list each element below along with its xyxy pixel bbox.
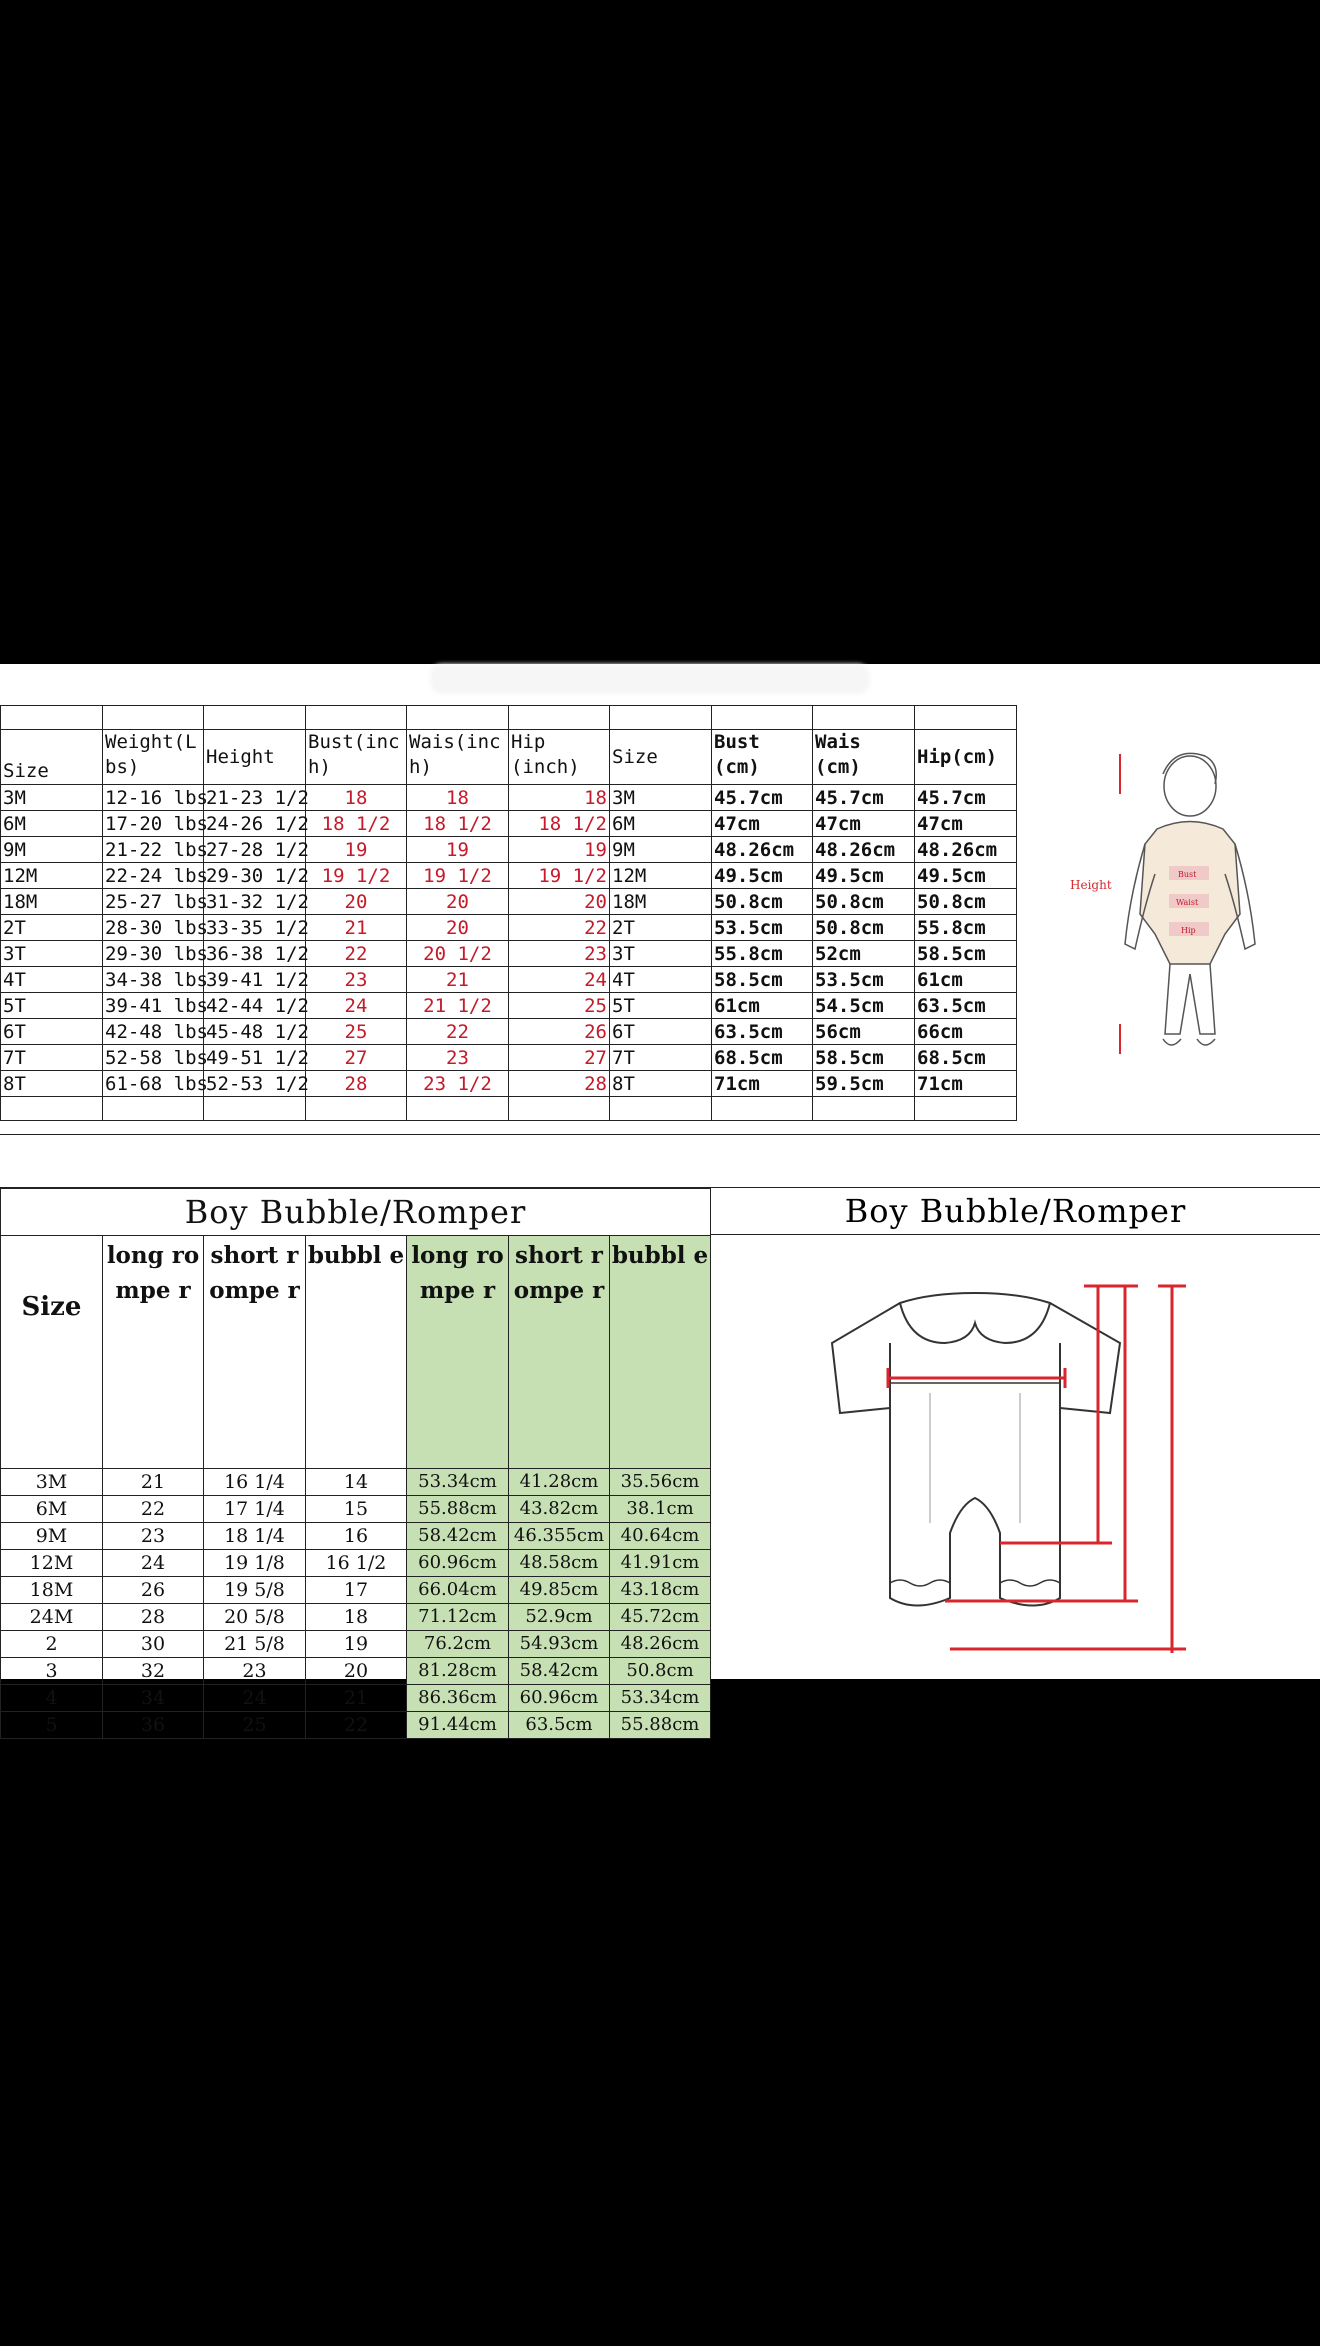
header-size: Size — [1, 1236, 103, 1469]
cell-waist-cm: 52cm — [813, 941, 915, 967]
cell-hip-cm: 49.5cm — [915, 863, 1017, 889]
header-short-romper-inch: short rompe r — [204, 1236, 306, 1469]
cell-bubble-cm: 35.56cm — [610, 1469, 711, 1496]
cell-long-romper-cm: 81.28cm — [407, 1658, 509, 1685]
cell-height: 29-30 1/2 — [204, 863, 306, 889]
cell-height: 27-28 1/2 — [204, 837, 306, 863]
cell-hip-cm: 48.26cm — [915, 837, 1017, 863]
cell-height: 42-44 1/2 — [204, 993, 306, 1019]
cell-weight: 29-30 lbs — [103, 941, 204, 967]
table-row — [1, 1685, 711, 1712]
cell-hip-inch: 19 1/2 — [509, 863, 610, 889]
child-left-leg — [1165, 964, 1190, 1034]
cell-size-cm: 3M — [610, 785, 712, 811]
cell-hip-inch: 19 — [509, 837, 610, 863]
table-row — [1, 1496, 711, 1523]
cell-bust-inch: 28 — [306, 1071, 407, 1097]
blank-cell — [407, 1097, 509, 1121]
size-chart-sheet — [0, 664, 1320, 1736]
cell-hip-inch: 26 — [509, 1019, 610, 1045]
cell-short-romper-inch: 17 1/4 — [204, 1496, 306, 1523]
cell-bust-inch: 19 — [306, 837, 407, 863]
table-row — [1, 941, 1017, 967]
cell-hip-cm: 71cm — [915, 1071, 1017, 1097]
cell-waist-inch: 20 — [407, 889, 509, 915]
cell-bust-inch: 23 — [306, 967, 407, 993]
cell-bubble-inch: 16 — [306, 1523, 407, 1550]
blank-cell — [204, 706, 306, 730]
cell-hip-cm: 58.5cm — [915, 941, 1017, 967]
header-hip-inch: Hip (inch) — [509, 730, 610, 785]
cell-short-romper-inch: 20 5/8 — [204, 1604, 306, 1631]
table-row — [1, 1469, 711, 1496]
bubble-romper-table — [0, 1188, 711, 1739]
cell-waist-cm: 54.5cm — [813, 993, 915, 1019]
cell-bubble-cm: 38.1cm — [610, 1496, 711, 1523]
cell-hip-cm: 61cm — [915, 967, 1017, 993]
cell-size: 12M — [1, 863, 103, 889]
cell-weight: 25-27 lbs — [103, 889, 204, 915]
cell-waist-cm: 58.5cm — [813, 1045, 915, 1071]
cell-bust-cm: 50.8cm — [712, 889, 813, 915]
cell-size: 9M — [1, 837, 103, 863]
cell-size: 2T — [1, 915, 103, 941]
cell-weight: 39-41 lbs — [103, 993, 204, 1019]
cell-bust-cm: 47cm — [712, 811, 813, 837]
cell-bubble-inch: 19 — [306, 1631, 407, 1658]
cell-bubble-cm: 48.26cm — [610, 1631, 711, 1658]
cell-hip-inch: 18 1/2 — [509, 811, 610, 837]
cell-bust-inch: 27 — [306, 1045, 407, 1071]
cell-hip-inch: 25 — [509, 993, 610, 1019]
cell-long-romper-cm: 91.44cm — [407, 1712, 509, 1739]
cell-short-romper-cm: 52.9cm — [509, 1604, 610, 1631]
blank-cell — [306, 1097, 407, 1121]
table-row — [1, 837, 1017, 863]
cell-bust-cm: 71cm — [712, 1071, 813, 1097]
cell-size: 4 — [1, 1685, 103, 1712]
cell-bubble-cm: 50.8cm — [610, 1658, 711, 1685]
cell-size-cm: 8T — [610, 1071, 712, 1097]
cell-long-romper-cm: 86.36cm — [407, 1685, 509, 1712]
cell-long-romper-cm: 53.34cm — [407, 1469, 509, 1496]
blank-cell — [813, 706, 915, 730]
cell-size-cm: 6T — [610, 1019, 712, 1045]
cell-height: 52-53 1/2 — [204, 1071, 306, 1097]
cell-size-cm: 4T — [610, 967, 712, 993]
cell-waist-inch: 23 1/2 — [407, 1071, 509, 1097]
hip-label: Hip — [1181, 926, 1196, 935]
cell-bubble-inch: 18 — [306, 1604, 407, 1631]
cell-waist-cm: 50.8cm — [813, 915, 915, 941]
cell-long-romper-cm: 58.42cm — [407, 1523, 509, 1550]
cell-short-romper-inch: 24 — [204, 1685, 306, 1712]
cell-bust-inch: 25 — [306, 1019, 407, 1045]
romper-header-row — [1, 1236, 711, 1469]
blank-cell — [407, 706, 509, 730]
cell-hip-inch: 28 — [509, 1071, 610, 1097]
table-row — [1, 1071, 1017, 1097]
header-height: Height — [204, 730, 306, 785]
cell-long-romper-inch: 32 — [103, 1658, 204, 1685]
cell-waist-cm: 48.26cm — [813, 837, 915, 863]
cell-waist-inch: 21 — [407, 967, 509, 993]
cell-hip-cm: 55.8cm — [915, 915, 1017, 941]
cell-hip-cm: 68.5cm — [915, 1045, 1017, 1071]
cell-bubble-inch: 17 — [306, 1577, 407, 1604]
cell-short-romper-cm: 60.96cm — [509, 1685, 610, 1712]
cell-short-romper-cm: 54.93cm — [509, 1631, 610, 1658]
cell-short-romper-inch: 23 — [204, 1658, 306, 1685]
cell-height: 49-51 1/2 — [204, 1045, 306, 1071]
cell-short-romper-cm: 63.5cm — [509, 1712, 610, 1739]
cell-size-cm: 6M — [610, 811, 712, 837]
cell-size: 3 — [1, 1658, 103, 1685]
blurred-header-strip — [430, 664, 870, 694]
header-size-cm: Size — [610, 730, 712, 785]
table-row — [1, 1019, 1017, 1045]
cell-size-cm: 5T — [610, 993, 712, 1019]
cell-waist-cm: 45.7cm — [813, 785, 915, 811]
cell-size-cm: 12M — [610, 863, 712, 889]
romper-leg-cuffs — [890, 1580, 1060, 1586]
cell-waist-inch: 18 — [407, 785, 509, 811]
header-long-romper-cm: long rompe r — [407, 1236, 509, 1469]
romper-collar — [900, 1293, 1050, 1343]
cell-size: 3M — [1, 1469, 103, 1496]
cell-bust-inch: 18 1/2 — [306, 811, 407, 837]
cell-long-romper-inch: 21 — [103, 1469, 204, 1496]
cell-waist-inch: 22 — [407, 1019, 509, 1045]
cell-waist-cm: 49.5cm — [813, 863, 915, 889]
cell-waist-cm: 47cm — [813, 811, 915, 837]
cell-waist-inch: 18 1/2 — [407, 811, 509, 837]
romper-measurement-illustration — [820, 1283, 1200, 1653]
cell-hip-cm: 50.8cm — [915, 889, 1017, 915]
cell-long-romper-inch: 24 — [103, 1550, 204, 1577]
cell-hip-inch: 27 — [509, 1045, 610, 1071]
child-bodysuit — [1140, 822, 1240, 965]
cell-waist-inch: 21 1/2 — [407, 993, 509, 1019]
table-row — [1, 1604, 711, 1631]
cell-short-romper-cm: 48.58cm — [509, 1550, 610, 1577]
table-row — [1, 967, 1017, 993]
height-label: Height — [1070, 878, 1112, 892]
cell-hip-cm: 47cm — [915, 811, 1017, 837]
cell-waist-cm: 59.5cm — [813, 1071, 915, 1097]
cell-long-romper-inch: 22 — [103, 1496, 204, 1523]
cell-bubble-inch: 15 — [306, 1496, 407, 1523]
cell-size: 4T — [1, 967, 103, 993]
cell-bust-cm: 58.5cm — [712, 967, 813, 993]
table-row — [1, 1658, 711, 1685]
blank-cell — [103, 706, 204, 730]
waist-label: Waist — [1176, 898, 1199, 907]
table-row — [1, 1577, 711, 1604]
table-row — [1, 993, 1017, 1019]
blank-cell — [306, 706, 407, 730]
cell-height: 31-32 1/2 — [204, 889, 306, 915]
cell-long-romper-inch: 23 — [103, 1523, 204, 1550]
cell-short-romper-inch: 25 — [204, 1712, 306, 1739]
cell-long-romper-inch: 34 — [103, 1685, 204, 1712]
cell-bust-inch: 22 — [306, 941, 407, 967]
cell-bust-cm: 63.5cm — [712, 1019, 813, 1045]
cell-long-romper-cm: 66.04cm — [407, 1577, 509, 1604]
cell-long-romper-inch: 28 — [103, 1604, 204, 1631]
cell-hip-cm: 63.5cm — [915, 993, 1017, 1019]
cell-size: 6T — [1, 1019, 103, 1045]
cell-bust-cm: 53.5cm — [712, 915, 813, 941]
cell-height: 33-35 1/2 — [204, 915, 306, 941]
cell-short-romper-cm: 49.85cm — [509, 1577, 610, 1604]
cell-weight: 12-16 lbs — [103, 785, 204, 811]
cell-short-romper-cm: 41.28cm — [509, 1469, 610, 1496]
cell-waist-inch: 20 — [407, 915, 509, 941]
cell-bubble-inch: 20 — [306, 1658, 407, 1685]
cell-bust-inch: 20 — [306, 889, 407, 915]
cell-weight: 22-24 lbs — [103, 863, 204, 889]
cell-long-romper-cm: 60.96cm — [407, 1550, 509, 1577]
cell-size-cm: 2T — [610, 915, 712, 941]
blank-cell — [610, 706, 712, 730]
blank-cell — [204, 1097, 306, 1121]
cell-hip-inch: 18 — [509, 785, 610, 811]
table-row — [1, 863, 1017, 889]
cell-bubble-cm: 41.91cm — [610, 1550, 711, 1577]
cell-bubble-inch: 14 — [306, 1469, 407, 1496]
blank-cell — [915, 706, 1017, 730]
cell-weight: 21-22 lbs — [103, 837, 204, 863]
cell-hip-inch: 24 — [509, 967, 610, 993]
cell-short-romper-inch: 18 1/4 — [204, 1523, 306, 1550]
cell-size: 5T — [1, 993, 103, 1019]
cell-size-cm: 7T — [610, 1045, 712, 1071]
cell-short-romper-inch: 21 5/8 — [204, 1631, 306, 1658]
cell-size: 3M — [1, 785, 103, 811]
cell-waist-inch: 19 — [407, 837, 509, 863]
cell-bubble-inch: 22 — [306, 1712, 407, 1739]
cell-waist-inch: 19 1/2 — [407, 863, 509, 889]
cell-short-romper-inch: 16 1/4 — [204, 1469, 306, 1496]
cell-long-romper-inch: 36 — [103, 1712, 204, 1739]
cell-bust-inch: 24 — [306, 993, 407, 1019]
cell-bubble-inch: 21 — [306, 1685, 407, 1712]
bust-label: Bust — [1178, 870, 1197, 879]
blank-cell — [813, 1097, 915, 1121]
cell-long-romper-inch: 26 — [103, 1577, 204, 1604]
cell-bubble-cm: 40.64cm — [610, 1523, 711, 1550]
cell-bust-inch: 21 — [306, 915, 407, 941]
cell-short-romper-cm: 46.355cm — [509, 1523, 610, 1550]
cell-size: 9M — [1, 1523, 103, 1550]
blank-cell — [610, 1097, 712, 1121]
table-row — [1, 1550, 711, 1577]
child-hair — [1163, 753, 1216, 784]
cell-size: 18M — [1, 889, 103, 915]
section-divider-row — [0, 1134, 1320, 1188]
table-row — [1, 1712, 711, 1739]
cell-hip-cm: 66cm — [915, 1019, 1017, 1045]
cell-hip-inch: 22 — [509, 915, 610, 941]
cell-bust-cm: 48.26cm — [712, 837, 813, 863]
header-bust-cm: Bust (cm) — [712, 730, 813, 785]
child-head — [1164, 756, 1216, 816]
cell-bust-inch: 18 — [306, 785, 407, 811]
table-row — [1, 1045, 1017, 1071]
cell-bust-cm: 68.5cm — [712, 1045, 813, 1071]
header-bubble-cm: bubbl e — [610, 1236, 711, 1469]
header-weight: Weight(Lbs) — [103, 730, 204, 785]
cell-weight: 42-48 lbs — [103, 1019, 204, 1045]
blank-cell — [712, 1097, 813, 1121]
cell-long-romper-cm: 76.2cm — [407, 1631, 509, 1658]
header-waist-cm: Wais (cm) — [813, 730, 915, 785]
cell-waist-inch: 23 — [407, 1045, 509, 1071]
child-right-leg — [1190, 964, 1215, 1034]
blank-cell — [509, 1097, 610, 1121]
cell-bust-cm: 61cm — [712, 993, 813, 1019]
left-section-title: Boy Bubble/Romper — [1, 1189, 711, 1236]
cell-waist-inch: 20 1/2 — [407, 941, 509, 967]
cell-short-romper-inch: 19 5/8 — [204, 1577, 306, 1604]
cell-size: 7T — [1, 1045, 103, 1071]
cell-short-romper-cm: 43.82cm — [509, 1496, 610, 1523]
cell-long-romper-cm: 55.88cm — [407, 1496, 509, 1523]
cell-bubble-cm: 55.88cm — [610, 1712, 711, 1739]
blank-cell — [915, 1097, 1017, 1121]
cell-bust-cm: 49.5cm — [712, 863, 813, 889]
header-waist-inch: Wais(inch) — [407, 730, 509, 785]
cell-size: 18M — [1, 1577, 103, 1604]
cell-height: 45-48 1/2 — [204, 1019, 306, 1045]
cell-weight: 52-58 lbs — [103, 1045, 204, 1071]
cell-size: 12M — [1, 1550, 103, 1577]
cell-waist-cm: 53.5cm — [813, 967, 915, 993]
header-long-romper-inch: long rompe r — [103, 1236, 204, 1469]
cell-waist-cm: 56cm — [813, 1019, 915, 1045]
right-section-title: Boy Bubble/Romper — [711, 1188, 1320, 1235]
header-size: Size — [1, 730, 103, 785]
blank-cell — [712, 706, 813, 730]
cell-weight: 28-30 lbs — [103, 915, 204, 941]
cell-size: 2 — [1, 1631, 103, 1658]
table-row — [1, 1523, 711, 1550]
size-table-inches-cm — [0, 705, 1017, 1121]
cell-long-romper-inch: 30 — [103, 1631, 204, 1658]
child-measurement-illustration — [1045, 734, 1315, 1059]
blank-cell — [1, 1097, 103, 1121]
cell-bust-cm: 55.8cm — [712, 941, 813, 967]
child-feet — [1163, 1039, 1215, 1045]
cell-size-cm: 3T — [610, 941, 712, 967]
cell-hip-inch: 23 — [509, 941, 610, 967]
cell-weight: 34-38 lbs — [103, 967, 204, 993]
header-bubble-inch: bubbl e — [306, 1236, 407, 1469]
cell-size: 8T — [1, 1071, 103, 1097]
cell-bubble-cm: 45.72cm — [610, 1604, 711, 1631]
blank-cell — [1, 706, 103, 730]
cell-size: 6M — [1, 1496, 103, 1523]
cell-height: 36-38 1/2 — [204, 941, 306, 967]
header-row — [1, 730, 1017, 785]
cell-bust-inch: 19 1/2 — [306, 863, 407, 889]
cell-size: 24M — [1, 1604, 103, 1631]
bubble-romper-section — [0, 1188, 1320, 1736]
cell-long-romper-cm: 71.12cm — [407, 1604, 509, 1631]
cell-waist-cm: 50.8cm — [813, 889, 915, 915]
table-row — [1, 811, 1017, 837]
cell-size-cm: 9M — [610, 837, 712, 863]
header-bust-inch: Bust(inch) — [306, 730, 407, 785]
cell-bubble-cm: 53.34cm — [610, 1685, 711, 1712]
header-hip-cm: Hip(cm) — [915, 730, 1017, 785]
cell-bubble-cm: 43.18cm — [610, 1577, 711, 1604]
cell-bubble-inch: 16 1/2 — [306, 1550, 407, 1577]
cell-hip-inch: 20 — [509, 889, 610, 915]
table-row — [1, 889, 1017, 915]
cell-hip-cm: 45.7cm — [915, 785, 1017, 811]
table-row — [1, 915, 1017, 941]
blank-cell — [103, 1097, 204, 1121]
cell-size-cm: 18M — [610, 889, 712, 915]
cell-height: 24-26 1/2 — [204, 811, 306, 837]
table-row — [1, 1631, 711, 1658]
cell-bust-cm: 45.7cm — [712, 785, 813, 811]
cell-size: 5 — [1, 1712, 103, 1739]
cell-short-romper-cm: 58.42cm — [509, 1658, 610, 1685]
cell-weight: 61-68 lbs — [103, 1071, 204, 1097]
cell-short-romper-inch: 19 1/8 — [204, 1550, 306, 1577]
cell-height: 21-23 1/2 — [204, 785, 306, 811]
cell-weight: 17-20 lbs — [103, 811, 204, 837]
cell-size: 3T — [1, 941, 103, 967]
cell-size: 6M — [1, 811, 103, 837]
blank-cell — [509, 706, 610, 730]
header-short-romper-cm: short rompe r — [509, 1236, 610, 1469]
table-row — [1, 785, 1017, 811]
cell-height: 39-41 1/2 — [204, 967, 306, 993]
